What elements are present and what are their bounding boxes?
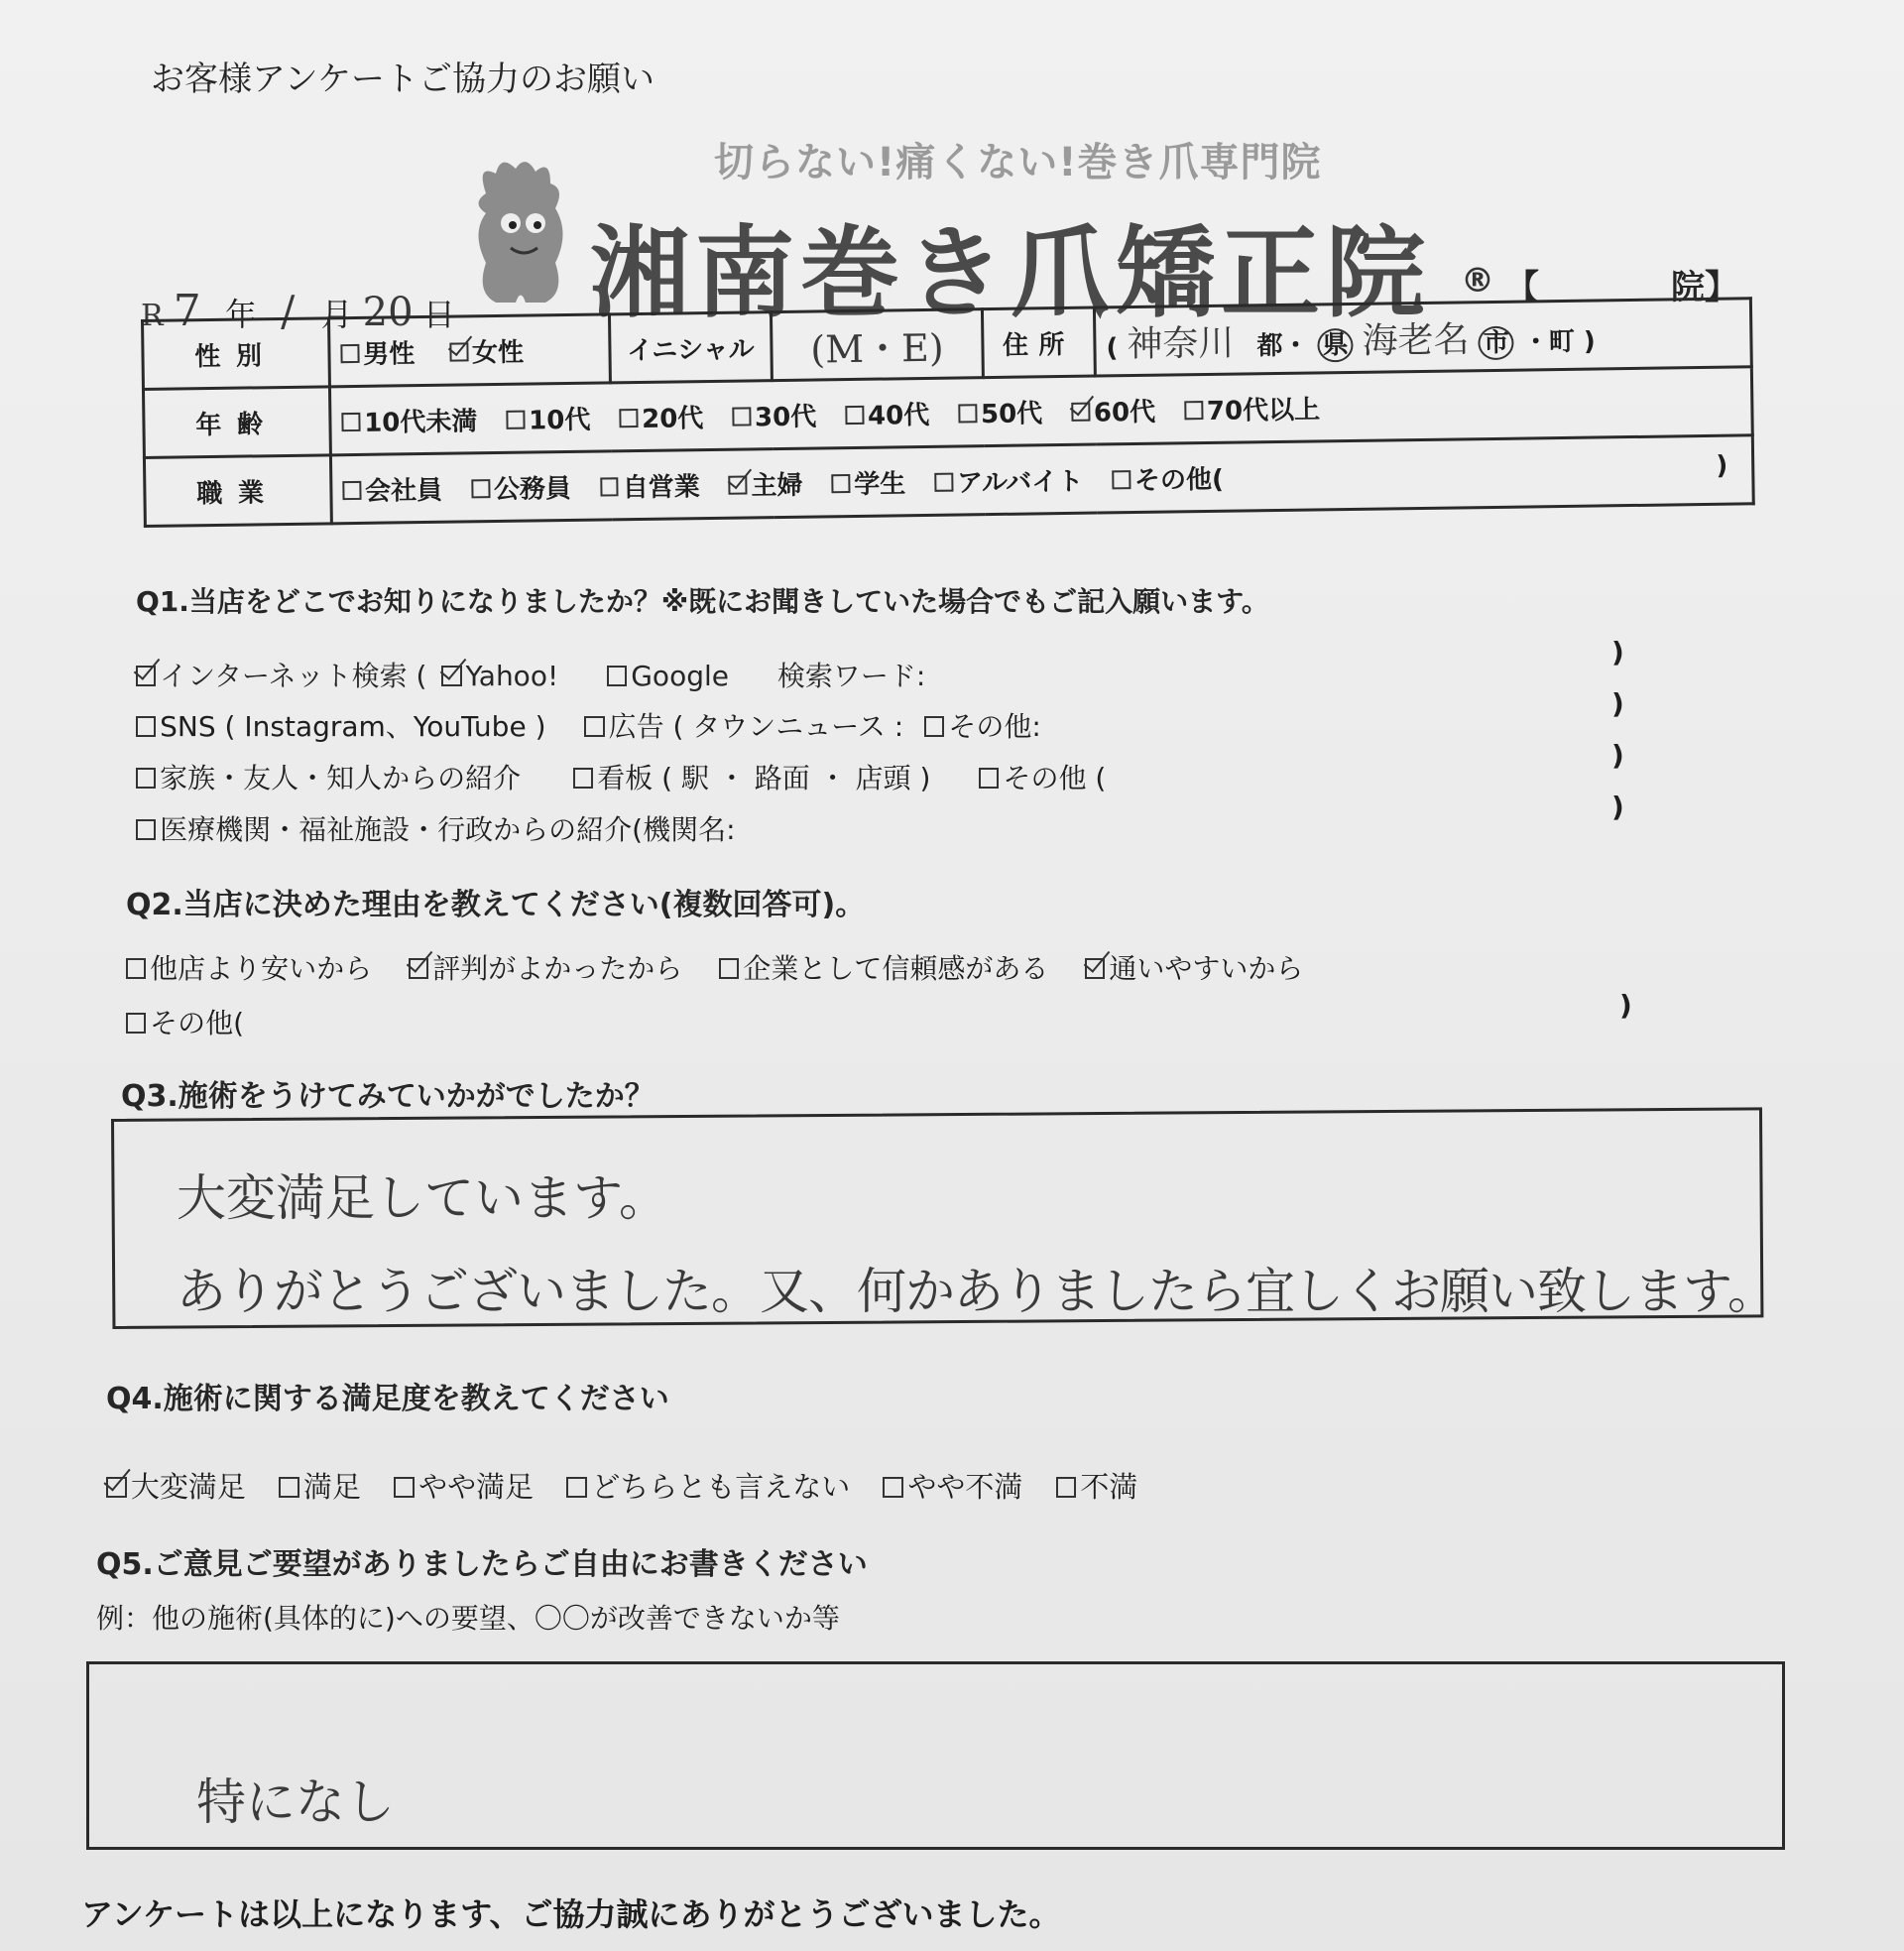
option-label: 評判がよかったから <box>432 952 683 985</box>
option-label: どちらとも言えない <box>591 1470 851 1504</box>
option-label: 不満 <box>1080 1470 1138 1504</box>
checkbox-checked[interactable] <box>136 666 156 685</box>
checkbox-checked[interactable] <box>106 1477 127 1498</box>
checkbox[interactable] <box>934 473 953 492</box>
age-option[interactable] <box>1184 389 1320 427</box>
q4-option[interactable] <box>566 1465 850 1506</box>
address-dot: ・ <box>1522 326 1550 358</box>
checkbox[interactable] <box>607 666 627 685</box>
q4-option-checked[interactable] <box>106 1465 246 1506</box>
age-option[interactable] <box>341 401 477 439</box>
checkbox[interactable] <box>732 408 751 427</box>
gender-option-female[interactable] <box>449 331 524 369</box>
checkbox[interactable] <box>126 958 146 978</box>
q3-title: Q3.施術をうけてみていかがでしたか？ <box>121 1079 654 1114</box>
checkbox[interactable] <box>566 1477 587 1498</box>
checkbox[interactable] <box>719 958 739 978</box>
age-option[interactable] <box>845 394 929 431</box>
option-label: やや満足 <box>418 1470 535 1504</box>
checkbox[interactable] <box>1184 401 1203 420</box>
checkbox[interactable] <box>831 474 850 493</box>
option-label: 40代 <box>867 400 930 431</box>
q4-option[interactable] <box>394 1465 534 1506</box>
checkbox[interactable] <box>136 819 156 839</box>
date-day-value: 20 <box>362 290 414 335</box>
q3-answer-line2: ありがとうございました。又、何かありましたら宜しくお願い致します。 <box>177 1263 1776 1320</box>
q1-title: Q1.当店をどこでお知りになりましたか？※既にお聞きしていた場合でもご記入願います。 <box>136 585 1269 618</box>
q4-option[interactable] <box>279 1465 361 1506</box>
q1-yahoo-label: Yahoo! <box>465 660 559 692</box>
address-ken-circled: 県 <box>1317 327 1353 361</box>
occupation-close-paren: ) <box>1716 450 1728 481</box>
checkbox[interactable] <box>979 768 999 788</box>
option-label: 70代以上 <box>1206 394 1321 427</box>
option-label: 他店より安いから <box>150 952 373 985</box>
q4-option[interactable] <box>1056 1465 1138 1506</box>
checkbox[interactable] <box>126 1013 146 1033</box>
date-month-value: / <box>281 287 296 335</box>
checkbox[interactable] <box>1112 470 1130 489</box>
checkbox-checked[interactable] <box>449 343 468 362</box>
occupation-option[interactable] <box>342 469 442 507</box>
checkbox[interactable] <box>883 1477 903 1498</box>
address-close-paren: ) <box>1583 326 1597 357</box>
q1-ad-other-label: その他: <box>948 710 1041 743</box>
option-label: 60代 <box>1093 397 1156 428</box>
q1-keyword-label: 検索ワード: <box>776 660 926 692</box>
q4-options <box>106 1465 1137 1506</box>
gender-label: 性別 <box>143 318 330 390</box>
address-label: 住所 <box>982 307 1095 378</box>
q2-option-checked[interactable] <box>1085 947 1303 987</box>
occupation-label: 職業 <box>144 455 331 527</box>
option-label: 女性 <box>471 337 525 368</box>
q1-close-paren: ) <box>1611 791 1624 823</box>
q2-title: Q2.当店に決めた理由を教えてください(複数回答可)。 <box>126 888 866 922</box>
checkbox[interactable] <box>1056 1477 1077 1498</box>
checkbox[interactable] <box>600 478 619 497</box>
option-label: 30代 <box>754 401 817 432</box>
checkbox[interactable] <box>341 413 360 431</box>
q1-line-family <box>136 757 1106 796</box>
age-label: 年齢 <box>143 387 330 458</box>
q1-line-internet <box>136 655 925 694</box>
option-label: 50代 <box>980 398 1043 429</box>
checkbox[interactable] <box>958 405 977 424</box>
q1-sign-label: 看板 ( 駅 ・ 路面 ・ 店頭 ) <box>597 762 931 794</box>
gender-options <box>329 314 611 387</box>
address-machi: 町 <box>1548 326 1576 357</box>
q2-option[interactable] <box>719 947 1048 987</box>
occupation-option[interactable] <box>471 467 571 505</box>
q1-close-paren: ) <box>1611 687 1624 720</box>
checkbox[interactable] <box>394 1477 415 1498</box>
q1-close-paren: ) <box>1611 739 1624 772</box>
q1-other-label: その他 ( <box>1003 762 1107 794</box>
q2-options <box>126 947 1303 987</box>
address-city: 海老名 <box>1362 318 1470 362</box>
age-option[interactable] <box>619 398 703 435</box>
checkbox[interactable] <box>136 768 156 788</box>
age-option[interactable] <box>732 396 816 433</box>
date-year-value: 7 <box>173 286 201 336</box>
address-open-paren: ( <box>1106 332 1119 363</box>
occupation-option-other[interactable] <box>1112 458 1224 497</box>
occupation-option-checked[interactable] <box>729 464 803 502</box>
option-label: 主婦 <box>751 470 803 501</box>
q1-line-medical <box>136 808 736 848</box>
q3-answer-line1: 大変満足しています。 <box>177 1169 668 1227</box>
option-label: やや不満 <box>907 1470 1023 1504</box>
q5-example: 例：他の施術(具体的に)への要望、〇〇が改善できないか等 <box>96 1602 840 1635</box>
occupation-option[interactable] <box>831 463 905 501</box>
checkbox[interactable] <box>584 716 604 736</box>
address-to: 都 <box>1256 330 1283 361</box>
age-option[interactable] <box>958 393 1042 430</box>
checkbox[interactable] <box>471 479 490 498</box>
q5-answer: 特になし <box>196 1773 395 1831</box>
initials-handwritten: (M・E) <box>810 325 944 372</box>
occupation-option[interactable] <box>934 460 1083 499</box>
q2-other-label: その他( <box>150 1007 245 1039</box>
checkbox[interactable] <box>619 409 638 427</box>
checkbox-checked[interactable] <box>1071 403 1090 422</box>
date-day-label: 日 <box>422 296 455 333</box>
q4-option[interactable] <box>883 1465 1022 1506</box>
q1-sns-label: SNS ( Instagram、YouTube ) <box>160 710 546 743</box>
option-label: 企業として信頼感がある <box>743 952 1049 985</box>
option-label: 20代 <box>641 403 704 434</box>
q2-other <box>126 1002 244 1041</box>
checkbox[interactable] <box>136 716 156 736</box>
option-label: 公務員 <box>493 473 572 505</box>
q1-line-sns <box>136 705 1041 745</box>
clinic-name: 湘南巻き爪矯正院 <box>590 215 1431 331</box>
checkbox-checked[interactable] <box>1085 958 1105 978</box>
checkbox[interactable] <box>845 406 864 425</box>
option-label: 大変満足 <box>130 1470 246 1504</box>
checkbox-checked[interactable] <box>409 958 428 978</box>
registered-mark: ® <box>1461 261 1494 301</box>
respondent-info-table <box>141 297 1755 528</box>
address-dot: ・ <box>1282 330 1309 361</box>
date-era: R <box>141 299 164 333</box>
q1-internet-label: インターネット検索 ( <box>160 660 427 692</box>
option-label: 10代未満 <box>363 406 478 438</box>
q4-title: Q4.施術に関する満足度を教えてください <box>106 1382 669 1416</box>
option-label: 満足 <box>302 1470 361 1504</box>
option-label: その他( <box>1133 464 1225 496</box>
checkbox[interactable] <box>924 716 944 736</box>
q1-medical-label: 医療機関・福祉施設・行政からの紹介(機関名: <box>160 813 736 846</box>
age-option-checked[interactable] <box>1071 391 1155 428</box>
option-label: 10代 <box>528 405 591 436</box>
checkbox-checked[interactable] <box>729 476 748 495</box>
date-month-label: 月 <box>320 296 353 333</box>
option-label: 通いやすいから <box>1109 952 1304 985</box>
q1-google-label: Google <box>631 660 729 692</box>
checkbox[interactable] <box>573 768 593 788</box>
clinic-tagline: 切らない!痛くない!巻き爪専門院 <box>714 140 1322 185</box>
checkbox[interactable] <box>340 344 359 363</box>
branch-open-bracket: 【 <box>1505 268 1539 307</box>
branch-suffix: 院】 <box>1671 268 1738 307</box>
address-prefecture: 神奈川 <box>1127 322 1235 365</box>
q5-title: Q5.ご意見ご要望がありましたらご自由にお書きください <box>96 1547 868 1582</box>
q1-family-label: 家族・友人・知人からの紹介 <box>160 762 522 794</box>
checkbox-checked[interactable] <box>441 666 461 685</box>
checkbox[interactable] <box>342 481 361 500</box>
survey-request: お客様アンケートご協力のお願い <box>151 60 654 99</box>
initials-value <box>771 309 983 381</box>
survey-footer: アンケートは以上になります、ご協力誠にありがとうございました。 <box>81 1895 1061 1933</box>
q2-option[interactable] <box>126 947 372 987</box>
option-label: 会社員 <box>364 475 443 507</box>
option-label: アルバイト <box>956 466 1084 499</box>
occupation-option[interactable] <box>600 466 700 504</box>
age-option[interactable] <box>506 399 590 436</box>
date-year-label: 年 <box>224 296 257 333</box>
q1-close-paren: ) <box>1611 636 1624 669</box>
initials-label: イニシャル <box>609 312 772 383</box>
q2-option-checked[interactable] <box>409 947 682 987</box>
option-label: 男性 <box>363 338 416 370</box>
checkbox[interactable] <box>506 411 525 429</box>
mascot-logo-icon <box>456 154 585 312</box>
gender-option-male[interactable] <box>340 333 415 371</box>
address-shi-circled: 市 <box>1479 325 1514 359</box>
address-value <box>1094 299 1751 376</box>
q1-ad-label: 広告 ( タウンニュース : <box>608 710 904 743</box>
checkbox[interactable] <box>279 1477 299 1498</box>
q2-close-paren: ) <box>1619 989 1632 1022</box>
option-label: 自営業 <box>622 471 700 503</box>
option-label: 学生 <box>854 468 906 500</box>
